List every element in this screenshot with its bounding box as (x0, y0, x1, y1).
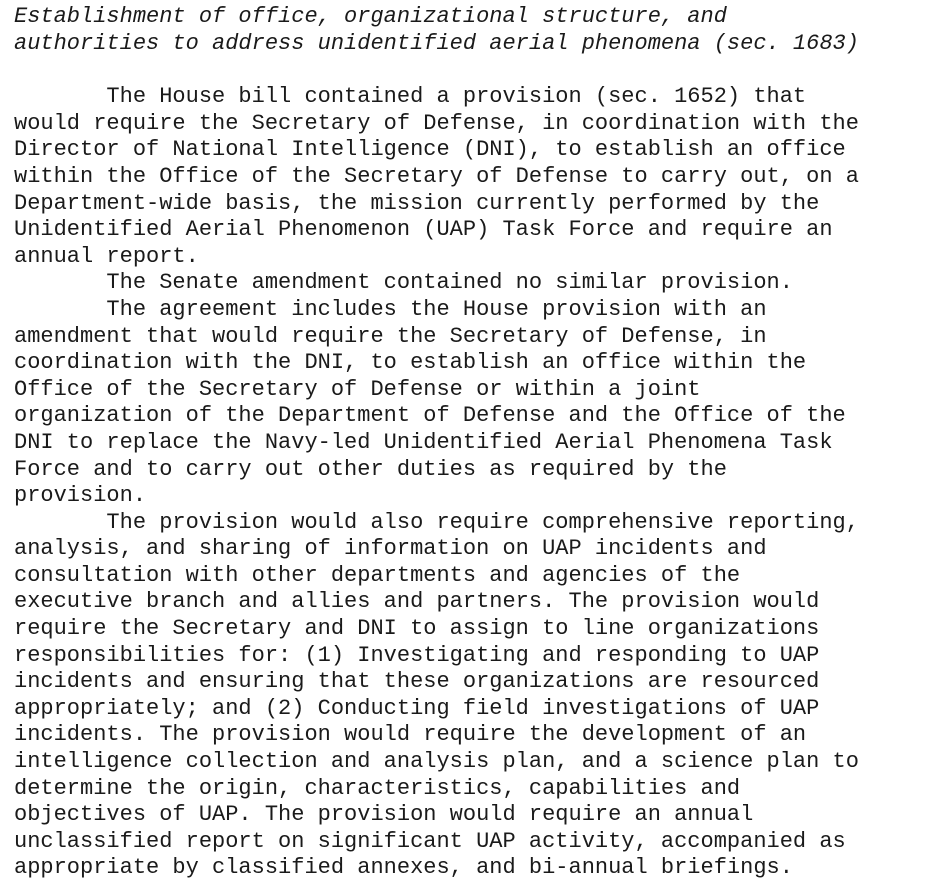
text-line: annual report. (14, 243, 199, 269)
paragraph-provision-details (14, 510, 939, 882)
text-line: within the Office of the Secretary of Defense to carry out, on a (14, 163, 859, 189)
text-line: responsibilities for: (1) Investigating and responding to UAP (14, 642, 820, 668)
spacer (14, 57, 939, 84)
text-line: DNI to replace the Navy-led Unidentified Aerial Phenomena Task (14, 429, 833, 455)
text-line: analysis, and sharing of information on UAP incidents and (14, 536, 767, 562)
text-line: coordination with the DNI, to establish an office within the (14, 350, 807, 376)
heading-line: Establishment of office, organizational structure, and (14, 4, 727, 29)
text-line: executive branch and allies and partners. The provision would (14, 589, 820, 615)
text-line: Director of National Intelligence (DNI), to establish an office (14, 137, 846, 163)
text-line: intelligence collection and analysis plan, and a science plan to (14, 749, 859, 775)
text-line: appropriately; and (2) Conducting field investigations of UAP (14, 695, 820, 721)
text-line: Unidentified Aerial Phenomenon (UAP) Task Force and require an (14, 217, 833, 243)
text-line: provision. (14, 483, 147, 509)
paragraph-agreement (14, 297, 939, 510)
text-line: incidents and ensuring that these organizations are resourced (14, 669, 820, 695)
text-line: determine the origin, characteristics, capabilities and (14, 775, 741, 801)
text-line: Force and to carry out other duties as required by the (14, 456, 727, 482)
text-line: Office of the Secretary of Defense or within a joint (14, 376, 701, 402)
text-line: unclassified report on significant UAP activity, accompanied as (14, 828, 846, 854)
text-line: The provision would also require comprehensive reporting, (14, 509, 859, 535)
paragraph-senate-amendment (14, 270, 939, 297)
text-line: The Senate amendment contained no similar provision. (14, 270, 793, 296)
text-line: would require the Secretary of Defense, in coordination with the (14, 110, 859, 136)
text-line: require the Secretary and DNI to assign to line organizations (14, 616, 820, 642)
text-line: objectives of UAP. The provision would require an annual (14, 802, 754, 828)
text-line: consultation with other departments and agencies of the (14, 562, 741, 588)
text-line: appropriate by classified annexes, and bi-annual briefings. (14, 855, 793, 881)
text-line: The agreement includes the House provision with an (14, 296, 767, 322)
text-line: The House bill contained a provision (sec. 1652) that (14, 84, 807, 110)
text-line: Department-wide basis, the mission currently performed by the (14, 190, 820, 216)
paragraph-house-bill (14, 84, 939, 270)
section-heading (14, 4, 939, 57)
heading-line: authorities to address unidentified aerial phenomena (sec. 1683) (14, 30, 859, 56)
text-line: amendment that would require the Secretary of Defense, in (14, 323, 767, 349)
text-line: incidents. The provision would require the development of an (14, 722, 807, 748)
text-line: organization of the Department of Defense and the Office of the (14, 403, 846, 429)
document-page (14, 4, 939, 882)
